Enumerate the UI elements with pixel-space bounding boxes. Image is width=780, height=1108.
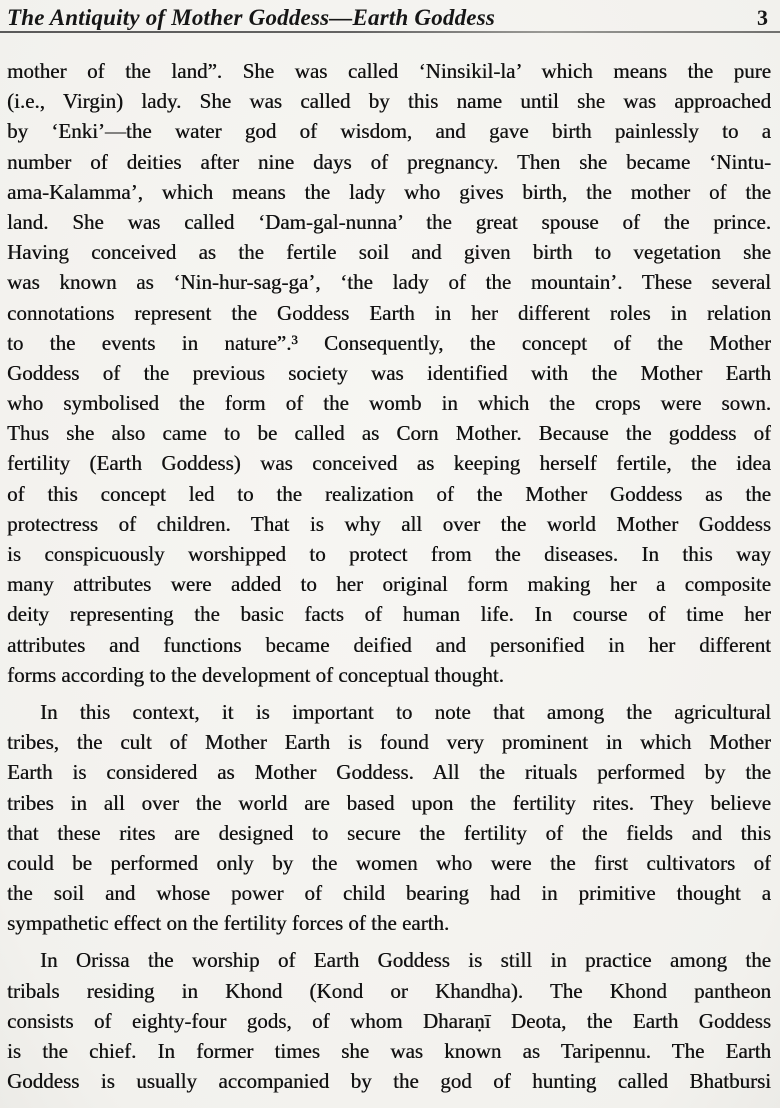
text-line: tribes in all over the world are based upon the fertility rites. They believe bbox=[7, 790, 771, 815]
text-line: connotations represent the Goddess Earth in her different roles in relation bbox=[7, 300, 771, 325]
paragraph bbox=[7, 945, 771, 1096]
text-line: of this concept led to the realization of the Mother Goddess as the bbox=[7, 481, 771, 506]
text-line: was known as ‘Nin-hur-sag-ga’, ‘the lady of the mountain’. These several bbox=[7, 270, 771, 295]
text-line: tribals residing in Khond (Kond or Khandha). The Khond pantheon bbox=[7, 978, 771, 1003]
text-line: In this context, it is important to note that among the agricultural bbox=[40, 699, 771, 724]
text-line: number of deities after nine days of pregnancy. Then she became ‘Nintu- bbox=[7, 149, 771, 174]
text-line: is the chief. In former times she was known as Taripennu. The Earth bbox=[7, 1039, 771, 1063]
text-line: ama-Kalamma’, which means the lady who gives birth, the mother of the bbox=[7, 179, 771, 204]
text-line: forms according to the development of conceptual thought. bbox=[7, 662, 504, 687]
text-line: that these rites are designed to secure the fertility of the fields and this bbox=[7, 820, 771, 845]
text-line: could be performed only by the women who were the first cultivators of bbox=[7, 850, 771, 875]
paragraph bbox=[7, 697, 771, 939]
text-line: many attributes were added to her original form making her a composite bbox=[7, 572, 771, 597]
text-line: Goddess is usually accompanied by the god of hunting called Bhatbursi bbox=[7, 1069, 771, 1094]
paragraph bbox=[7, 56, 771, 690]
text-line: Earth is considered as Mother Goddess. All the rituals performed by the bbox=[7, 760, 771, 785]
text-line: mother of the land”. She was called ‘Ninsikil-la’ which means the pure bbox=[7, 59, 771, 83]
text-line: fertility (Earth Goddess) was conceived as keeping herself fertile, the idea bbox=[7, 451, 771, 476]
text-line: to the events in nature”.³ Consequently, the concept of the Mother bbox=[7, 330, 771, 355]
text-line: deity representing the basic facts of human life. In course of time her bbox=[7, 602, 771, 627]
header-rule bbox=[0, 31, 780, 33]
text-line: attributes and functions became deified and personified in her different bbox=[7, 632, 771, 657]
text-line: Having conceived as the fertile soil and given birth to vegetation she bbox=[7, 240, 771, 265]
text-line: land. She was called ‘Dam-gal-nunna’ the great spouse of the prince. bbox=[7, 209, 771, 234]
text-line: (i.e., Virgin) lady. She was called by this name until she was approached bbox=[7, 89, 771, 114]
page-number: 3 bbox=[757, 5, 768, 30]
text-line: is conspicuously worshipped to protect from the diseases. In this way bbox=[7, 542, 771, 566]
chapter-title: The Antiquity of Mother Goddess—Earth Goddess bbox=[7, 5, 496, 30]
text-line: In Orissa the worship of Earth Goddess is still in practice among the bbox=[40, 948, 771, 973]
running-head bbox=[0, 0, 780, 30]
text-line: Thus she also came to be called as Corn Mother. Because the goddess of bbox=[7, 421, 771, 446]
text-line: tribes, the cult of Mother Earth is found very prominent in which Mother bbox=[7, 730, 771, 755]
text-line: who symbolised the form of the womb in which the crops were sown. bbox=[7, 391, 771, 416]
text-line: by ‘Enki’—the water god of wisdom, and gave birth painlessly to a bbox=[7, 119, 771, 144]
page-body bbox=[0, 33, 780, 1096]
text-line: Goddess of the previous society was identified with the Mother Earth bbox=[7, 360, 771, 385]
text-line: the soil and whose power of child bearing had in primitive thought a bbox=[7, 881, 771, 906]
text-line: sympathetic effect on the fertility forces of the earth. bbox=[7, 911, 450, 936]
text-line: consists of eighty-four gods, of whom Dharaṇī Deota, the Earth Goddess bbox=[7, 1008, 771, 1033]
text-line: protectress of children. That is why all over the world Mother Goddess bbox=[7, 511, 771, 536]
